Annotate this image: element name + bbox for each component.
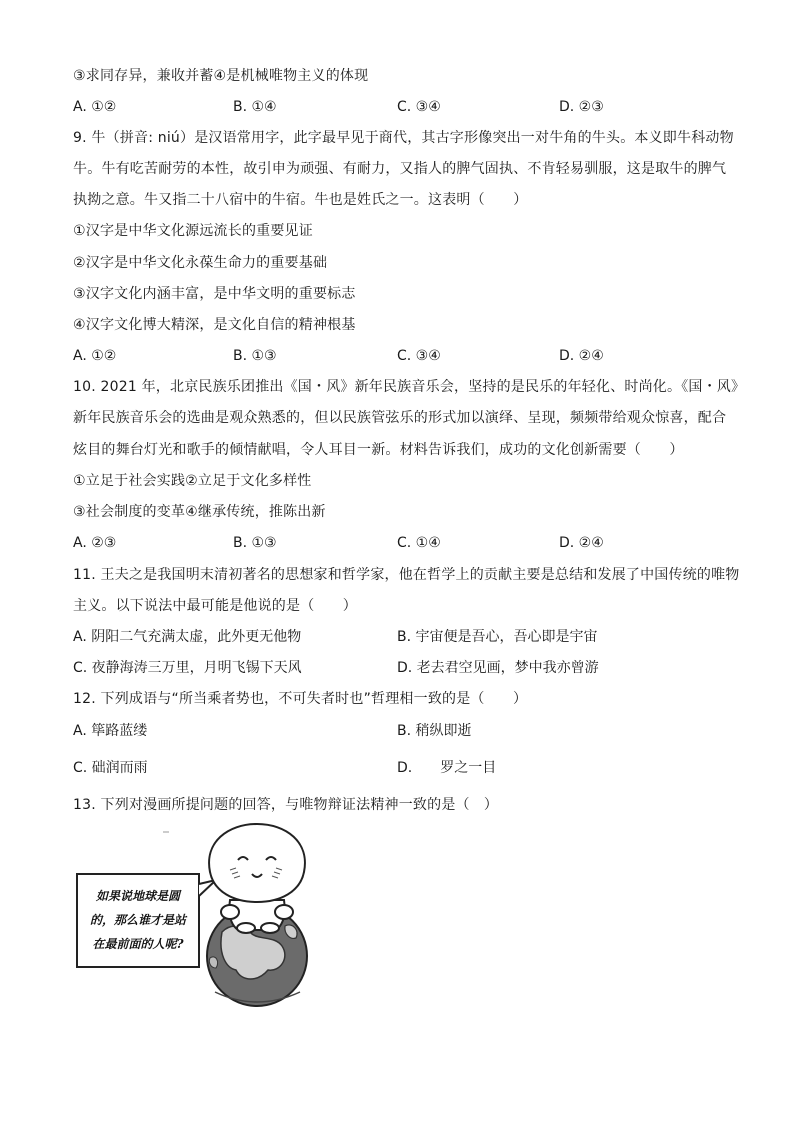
q13-cartoon	[70, 822, 340, 1008]
q8-option-d: D. ②③	[559, 99, 604, 115]
q10-stem-line-1: 10. 2021 年，北京民族乐团推出《国・风》新年民族音乐会，坚持的是民乐的年轻化、时尚化。《国・风》	[73, 379, 746, 395]
q9-statement-2: ②汉字是中华文化永葆生命力的重要基础	[73, 255, 328, 271]
q10-option-a: A. ②③	[73, 535, 117, 551]
speech-line-3: 在最前面的人呢?	[92, 937, 184, 951]
cartoon-drawing	[70, 822, 340, 1008]
q10-option-d: D. ②④	[559, 535, 604, 551]
q8-option-b: B. ①④	[233, 99, 277, 115]
q11-option-b: B. 宇宙便是吾心，吾心即是宇宙	[397, 629, 598, 645]
q8-statement-line: ③求同存异，兼收并蓄④是机械唯物主义的体现	[73, 68, 369, 84]
q9-option-a: A. ①②	[73, 348, 117, 364]
q10-stem-line-3: 炫目的舞台灯光和歌手的倾情献唱，令人耳目一新。材料告诉我们，成功的文化创新需要（ ）	[73, 442, 684, 458]
character-icon	[209, 824, 305, 933]
q9-statement-4: ④汉字文化博大精深，是文化自信的精神根基	[73, 317, 356, 333]
q12-option-a: A. 筚路蓝缕	[73, 723, 148, 739]
q9-stem-line-3: 执拗之意。牛又指二十八宿中的牛宿。牛也是姓氏之一。这表明（ ）	[73, 192, 528, 208]
q9-option-b: B. ①③	[233, 348, 277, 364]
q9-stem-line-1: 9. 牛（拼音: niú）是汉语常用字，此字最早见于商代，其古字形像突出一对牛角的牛头。本义即牛科动物	[73, 130, 734, 146]
q9-statement-3: ③汉字文化内涵丰富，是中华文明的重要标志	[73, 286, 356, 302]
q12-option-c: C. 础润而雨	[73, 760, 148, 776]
q9-option-d: D. ②④	[559, 348, 604, 364]
q12-option-d: D. 罗之一目	[397, 760, 497, 776]
q12-stem: 12. 下列成语与“所当乘者势也，不可失者时也”哲理相一致的是（ ）	[73, 691, 528, 707]
q12-option-b: B. 稍纵即逝	[397, 723, 472, 739]
q9-statement-1: ①汉字是中华文化源远流长的重要见证	[73, 223, 313, 239]
q10-option-b: B. ①③	[233, 535, 277, 551]
q10-stem-line-2: 新年民族音乐会的选曲是观众熟悉的，但以民族管弦乐的形式加以演绎、呈现，频频带给观众惊喜，配合	[73, 410, 727, 426]
speech-line-1: 如果说地球是圆	[95, 889, 181, 903]
q8-option-c: C. ③④	[397, 99, 441, 115]
q10-option-c: C. ①④	[397, 535, 441, 551]
q8-option-a: A. ①②	[73, 99, 117, 115]
q11-stem-line-1: 11. 王夫之是我国明末清初著名的思想家和哲学家，他在哲学上的贡献主要是总结和发展了中国传统的唯物	[73, 567, 740, 583]
q9-option-c: C. ③④	[397, 348, 441, 364]
q9-stem-line-2: 牛。牛有吃苦耐劳的本性，故引申为顽强、有耐力，又指人的脾气固执、不肯轻易驯服，这是取牛的脾气	[73, 161, 727, 177]
speech-line-2: 的，那么谁才是站	[89, 913, 187, 927]
q10-statement-2: ③社会制度的变革④继承传统，推陈出新	[73, 504, 326, 520]
q11-stem-line-2: 主义。以下说法中最可能是他说的是（ ）	[73, 598, 357, 614]
q11-option-d: D. 老去君空见画，梦中我亦曾游	[397, 660, 599, 676]
q10-statement-1: ①立足于社会实践②立足于文化多样性	[73, 473, 312, 489]
q11-option-a: A. 阴阳二气充满太虚，此外更无他物	[73, 629, 302, 645]
q11-option-c: C. 夜静海涛三万里，月明飞锡下天风	[73, 660, 302, 676]
q13-stem: 13. 下列对漫画所提问题的回答，与唯物辩证法精神一致的是（ ）	[73, 797, 499, 813]
